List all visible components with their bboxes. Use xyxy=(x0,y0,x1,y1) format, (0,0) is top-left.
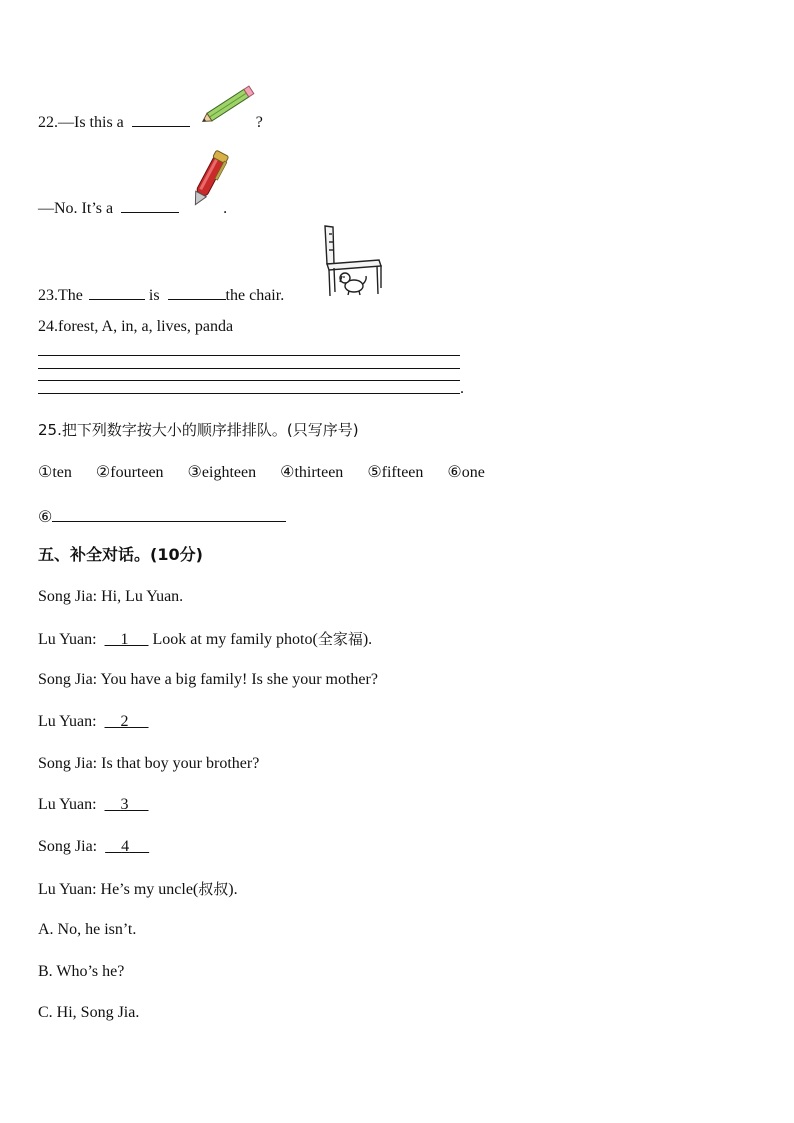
pencil-icon xyxy=(196,82,262,128)
dialogue-blank-1[interactable]: 1 xyxy=(120,631,129,648)
q25-option-3: ③eighteen xyxy=(187,464,257,481)
dialogue-line-3: Song Jia: You have a big family! Is she your mother? xyxy=(38,671,378,688)
choice-a: A. No, he isn’t. xyxy=(38,921,137,938)
dialogue-blank-2[interactable]: 2 xyxy=(120,713,129,730)
speaker-song-jia: Song Jia: xyxy=(38,838,98,855)
dialogue-line-2 xyxy=(38,629,372,650)
q22-blank-2[interactable] xyxy=(121,196,179,213)
dialogue-line-2-cjk: 全家福 xyxy=(317,630,363,648)
q24-end-mark: . xyxy=(460,380,464,397)
dialogue-line-6 xyxy=(38,795,149,815)
q25-option-5: ⑤fifteen xyxy=(367,464,424,481)
q25-answer-blank[interactable] xyxy=(52,505,286,522)
q23-blank-1[interactable] xyxy=(89,283,145,300)
q23-line xyxy=(38,283,284,306)
q25-option-4: ④thirteen xyxy=(280,464,344,481)
dialogue-line-7 xyxy=(38,837,149,857)
dialogue-line-8-text: Lu Yuan: He’s my uncle( xyxy=(38,881,199,898)
q22-question-mark: ? xyxy=(255,114,263,131)
q24-answer-line-1[interactable] xyxy=(38,355,460,356)
dialogue-blank-4[interactable]: 4 xyxy=(121,838,130,855)
dialogue-line-2-text: Look at my family photo( xyxy=(152,631,318,648)
q22-prefix: 22.—Is this a xyxy=(38,114,124,131)
dialogue-line-5: Song Jia: Is that boy your brother? xyxy=(38,755,260,772)
dialogue-line-1: Song Jia: Hi, Lu Yuan. xyxy=(38,588,184,605)
q23-mid: is xyxy=(148,287,160,304)
speaker-lu-yuan: Lu Yuan: xyxy=(38,631,97,648)
dialogue-line-8-cjk: 叔叔 xyxy=(198,880,229,898)
q25-options xyxy=(38,463,505,483)
q22-reply-prefix: —No. It’s a xyxy=(38,200,114,217)
dialogue-line-4 xyxy=(38,712,149,732)
dialogue-blank-3[interactable]: 3 xyxy=(120,796,129,813)
q23-suffix: the chair. xyxy=(225,287,285,304)
q22-blank-1[interactable] xyxy=(132,110,190,127)
speaker-lu-yuan: Lu Yuan: xyxy=(38,796,97,813)
dialogue-line-8-end: ). xyxy=(228,881,238,898)
speaker-lu-yuan: Lu Yuan: xyxy=(38,713,97,730)
dialogue-line-2-end: ). xyxy=(362,631,373,648)
q25-option-6: ⑥one xyxy=(447,464,485,481)
q24-answer-line-4[interactable] xyxy=(38,393,460,394)
q25-option-1: ①ten xyxy=(38,464,72,481)
q23-prefix: 23.The xyxy=(38,287,83,304)
choice-b: B. Who’s he? xyxy=(38,963,125,980)
chair-with-dog-icon xyxy=(321,224,385,298)
choice-c: C. Hi, Song Jia. xyxy=(38,1004,140,1021)
dialogue-line-8 xyxy=(38,879,238,900)
q22-period: . xyxy=(223,200,228,217)
q25-option-2: ②fourteen xyxy=(95,464,164,481)
q25-answer xyxy=(38,505,286,528)
q23-blank-2[interactable] xyxy=(168,283,226,300)
pen-icon xyxy=(188,146,230,212)
q24-answer-line-2[interactable] xyxy=(38,368,460,369)
q24-answer-line-3[interactable] xyxy=(38,380,460,381)
q24-words: 24.forest, A, in, a, lives, panda xyxy=(38,318,234,335)
q25-instruction: 25.把下列数字按大小的顺序排排队。(只写序号) xyxy=(38,421,359,439)
q25-answer-prefix: ⑥ xyxy=(38,509,53,526)
section5-title: 五、补全对话。(10分) xyxy=(38,545,203,564)
